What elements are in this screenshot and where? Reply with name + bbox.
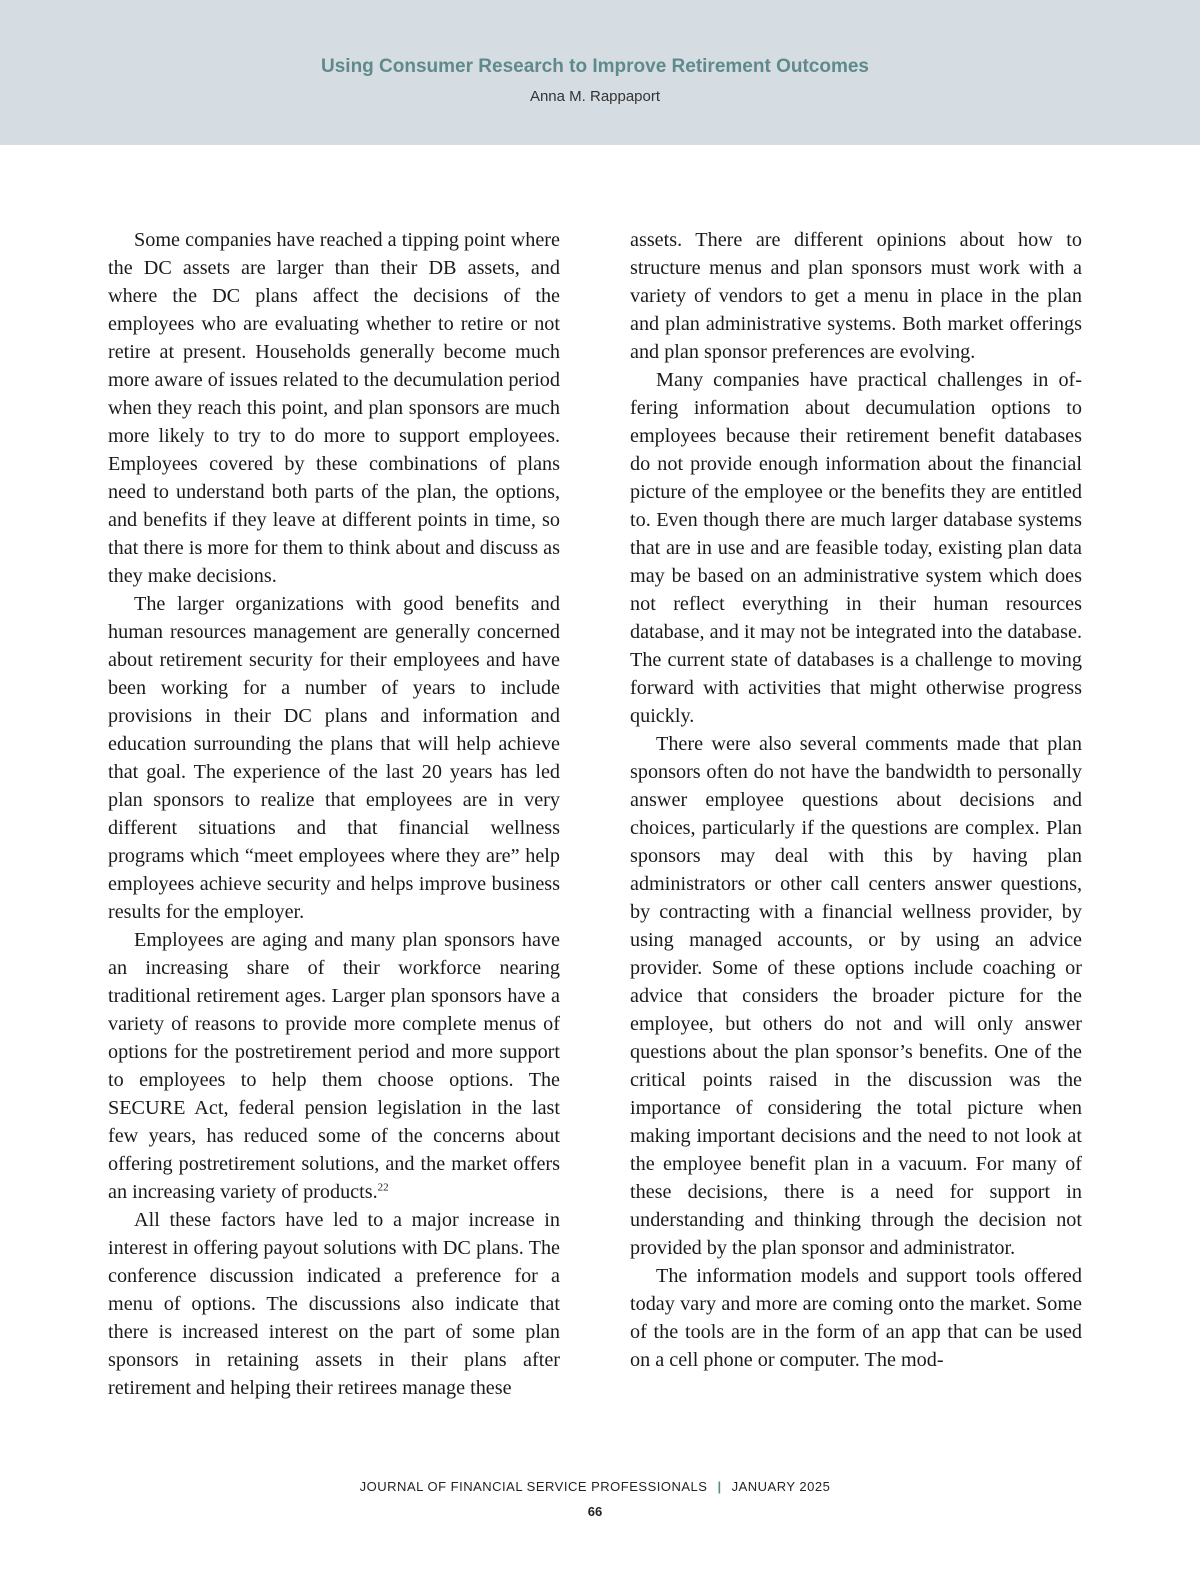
article-title: Using Consumer Research to Improve Retirement Outcomes xyxy=(321,56,869,77)
paragraph xyxy=(108,926,560,1206)
paragraph: Many companies have practical challenges in offering information about decumulation options to employees because their retirement benefit databases do not provide enough information about the financial picture of the employee or the benefits they are entitled to. Even though there are much larger database systems that are in use and are feasible today, existing plan data may be based on an administrative system which does not reflect everything in their human resources database, and it may not be integrated into the database. The current state of databases is a challenge to moving forward with activities that might otherwise progress quickly. xyxy=(630,369,1082,727)
paragraph: There were also several comments made that plan sponsors often do not have the bandwidth to personally answer employee questions about decisions and choices, particularly if the questions are complex. Plan sponsors may deal with this by having plan administrators or other call centers answer questions, by contracting with a financial wellness provider, by using managed accounts, or by using an advice provider. Some of these options include coaching or advice that considers the broader picture for the employee, but others do not and will only answer questions about the plan sponsor’s benefits. One of the critical points raised in the discussion was the importance of considering the total picture when making important decisions and the need to not look at the employee benefit plan in a vacuum. For many of these decisions, there is a need for support in understanding and thinking through the decision not provided by the plan sponsor and administrator. xyxy=(630,733,1082,1259)
article-author: Anna M. Rappaport xyxy=(529,88,661,105)
issue-date: JANUARY 2025 xyxy=(731,1479,831,1494)
footnote-reference: 22 xyxy=(377,1181,389,1194)
paragraph: All these factors have led to a major increase in interest in offering payout solutions with DC plans. The conference discussion indicated a preference for a menu of options. The discussions also indicate that there is increased interest on the part of some plan sponsors in retaining assets in their plans after retirement and helping their retirees manage these xyxy=(108,1209,560,1399)
running-header-band xyxy=(0,0,1200,145)
journal-name: JOURNAL OF FINANCIAL SERVICE PROFESSIONALS xyxy=(359,1479,708,1494)
paragraph-continued: assets. There are different opinions about how to structure menus and plan sponsors must work with a variety of vendors to get a menu in place in the plan and plan administrative systems. Both market offerings and plan sponsor preferences are evolving. xyxy=(630,229,1082,363)
paragraph-text: Employees are aging and many plan sponsors have an increasing share of their workforce nearing traditional retirement ages. Larger plan sponsors have a variety of reasons to provide more complete menus of options for the postretirement period and more support to employees to help them choose options. The SECURE Act, federal pension legislation in the last few years, has reduced some of the concerns about offering postretirement solutions, and the market offers an increasing variety of products. xyxy=(108,929,560,1203)
footer-journal-line xyxy=(0,1479,1190,1494)
paragraph: The larger organizations with good benefits and human resources management are generally concerned about retirement security for their employees and have been working for a number of years to include provisions in their DC plans and information and education surrounding the plans that will help achieve that goal. The experience of the last 20 years has led plan sponsors to realize that employees are in very different situations and that financial wellness programs which “meet employees where they are” help employees achieve security and helps improve business results for the employer. xyxy=(108,593,560,923)
footer-separator: | xyxy=(717,1479,722,1494)
paragraph: The information models and support tools offered today vary and more are coming onto the market. Some of the tools are in the form of an app that can be used on a cell phone or computer. The mod- xyxy=(630,1265,1082,1371)
left-text-column xyxy=(108,226,560,1402)
paragraph: Some companies have reached a tipping point where the DC assets are larger than their DB assets, and where the DC plans affect the decisions of the employees who are evaluating whether to retire or not retire at present. Households generally become much more aware of issues related to the decumulation period when they reach this point, and plan sponsors are much more likely to try to do more to support employees. Employees covered by these combinations of plans need to understand both parts of the plan, the options, and benefits if they leave at different points in time, so that there is more for them to think about and discuss as they make decisions. xyxy=(108,229,560,587)
page-number: 66 xyxy=(587,1504,603,1519)
right-text-column xyxy=(630,226,1082,1374)
